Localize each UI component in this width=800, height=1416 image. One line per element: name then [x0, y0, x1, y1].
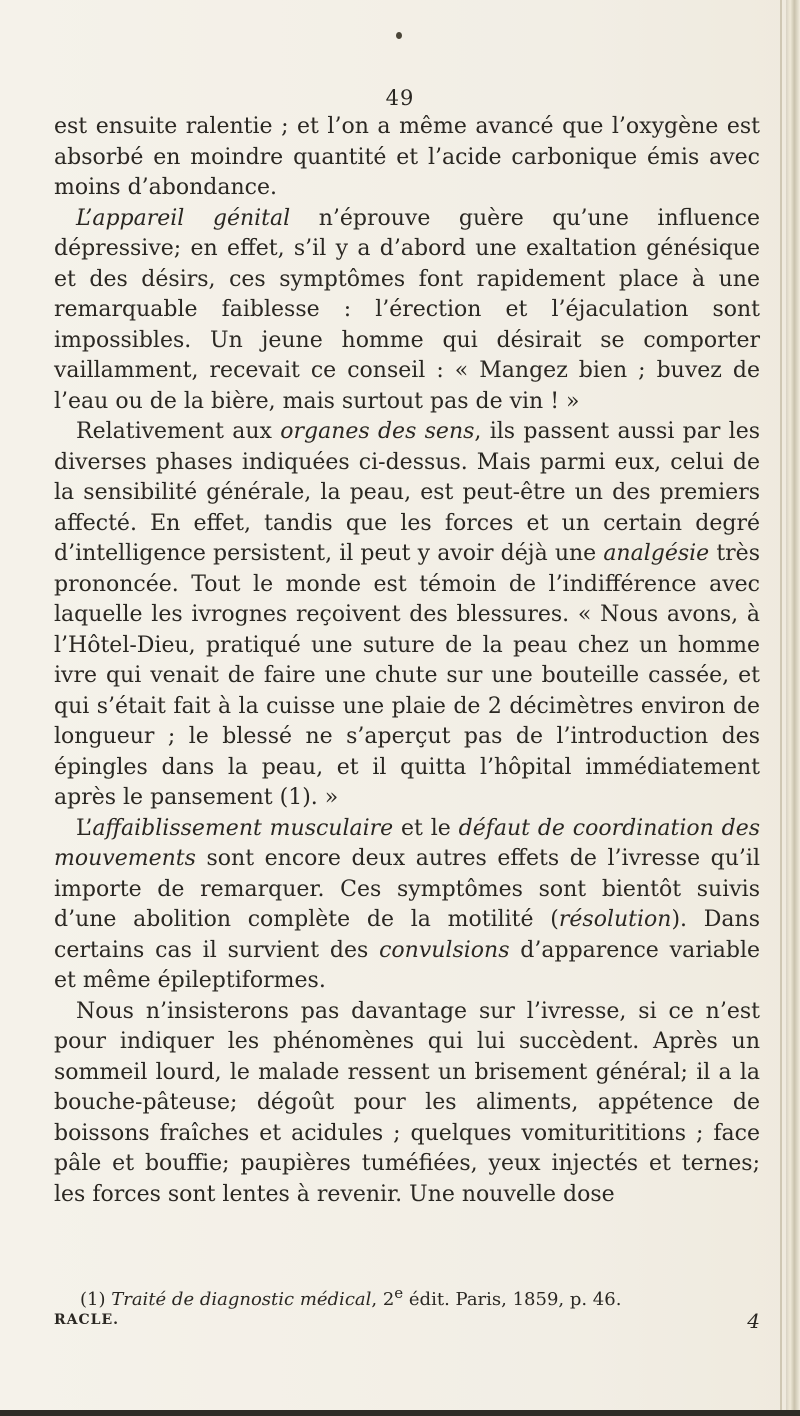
signature-left: RACLE. [54, 1312, 120, 1328]
text-segment: est ensuite ralentie ; et l’on a même avancé que l’oxygène est absorbé en moindre quantité et l’acide carbonique émis avec moins d’abondance. [54, 114, 760, 200]
italic-text: résolution [558, 907, 672, 932]
text-segment: sont encore deux autres effets de l’ivresse qu’il importe de remarquer. Ces symptômes sont bientôt suivis d’une abolition complète de la motilité ( [54, 846, 760, 932]
italic-text: défaut de coordination des mouvements [54, 815, 761, 871]
paragraph [54, 814, 760, 997]
text-segment: n’éprouve guère qu’une influence dépressive; en effet, s’il y a d’abord une exaltation génésique et des désirs, ces symptômes font rapidement place à une remarquable faiblesse : l’érection et l’éjaculation sont impossibles. Un jeune homme qui désirait se comporter vaillamment, recevait ce conseil : « Mangez bien ; buvez de l’eau ou de la bière, mais surtout pas de vin ! » [54, 205, 760, 414]
text-segment: ). Dans certains cas il survient des [54, 907, 760, 963]
body-text [54, 112, 760, 1210]
footnote-marker: (1) [80, 1289, 112, 1310]
italic-text: convulsions [379, 937, 510, 963]
page-number: 49 [385, 86, 415, 110]
footnote-edition-sup: e [394, 1284, 404, 1302]
signature-line [54, 1309, 760, 1333]
page-edge-line [780, 0, 782, 1416]
text-segment: L’ [76, 815, 93, 841]
footnote-line [54, 1280, 760, 1313]
italic-text: L’appareil génital [76, 205, 291, 231]
italic-text: affaiblissement musculaire [92, 815, 394, 841]
italic-text: organes des sens [280, 419, 475, 444]
text-segment: et le [393, 815, 459, 841]
footnote-rest: édit. Paris, 1859, p. 46. [403, 1289, 622, 1310]
paragraph [54, 997, 760, 1211]
text-segment: , ils passent aussi par les diverses phases indiquées ci-dessus. Mais parmi eux, celui de la sensibilité générale, la peau, est peut-être un des premiers affecté. En effet, tandis que les forces et un certain degré d’intelligence persistent, il peut y avoir déjà une [54, 419, 760, 566]
bottom-edge [0, 1410, 800, 1416]
text-segment: d’apparence variable et même épileptiformes. [54, 937, 760, 993]
page-edge [786, 0, 800, 1416]
paragraph [54, 204, 760, 418]
text-segment: Relativement aux [76, 419, 281, 444]
paragraph [54, 417, 760, 814]
text-segment: très prononcée. Tout le monde est témoin de l’indifférence avec laquelle les ivrognes reçoivent des blessures. « Nous avons, à l’Hôtel-Dieu, pratiqué une suture de la peau chez un homme ivre qui venait de faire une chute sur une bouteille cassée, et qui s’était fait à la cuisse une plaie de 2 décimètres environ de longueur ; le blessé ne s’aperçut pas de l’introduction des épingles dans la peau, et il quitta l’hôpital immédiatement après le pansement (1). » [54, 541, 760, 810]
signature-mark: 4 [747, 1309, 760, 1333]
ink-dot [396, 32, 402, 39]
footnote-title: Traité de diagnostic médical [111, 1289, 372, 1310]
footnote [54, 1280, 760, 1313]
text-segment: Nous n’insisterons pas davantage sur l’ivresse, si ce n’est pour indiquer les phénomènes qui lui succèdent. Après un sommeil lourd, le malade ressent un brisement général; il a la bouche-pâteuse; dégoût pour les aliments, appétence de boissons fraîches et acidules ; quelques vomiturititions ; face pâle et bouffie; paupières tuméfiées, yeux injectés et ternes; les forces sont lentes à revenir. Une nouvelle dose [54, 998, 760, 1207]
italic-text: analgésie [603, 541, 710, 566]
paragraph [54, 112, 760, 204]
footnote-edition: , 2 [371, 1289, 395, 1310]
